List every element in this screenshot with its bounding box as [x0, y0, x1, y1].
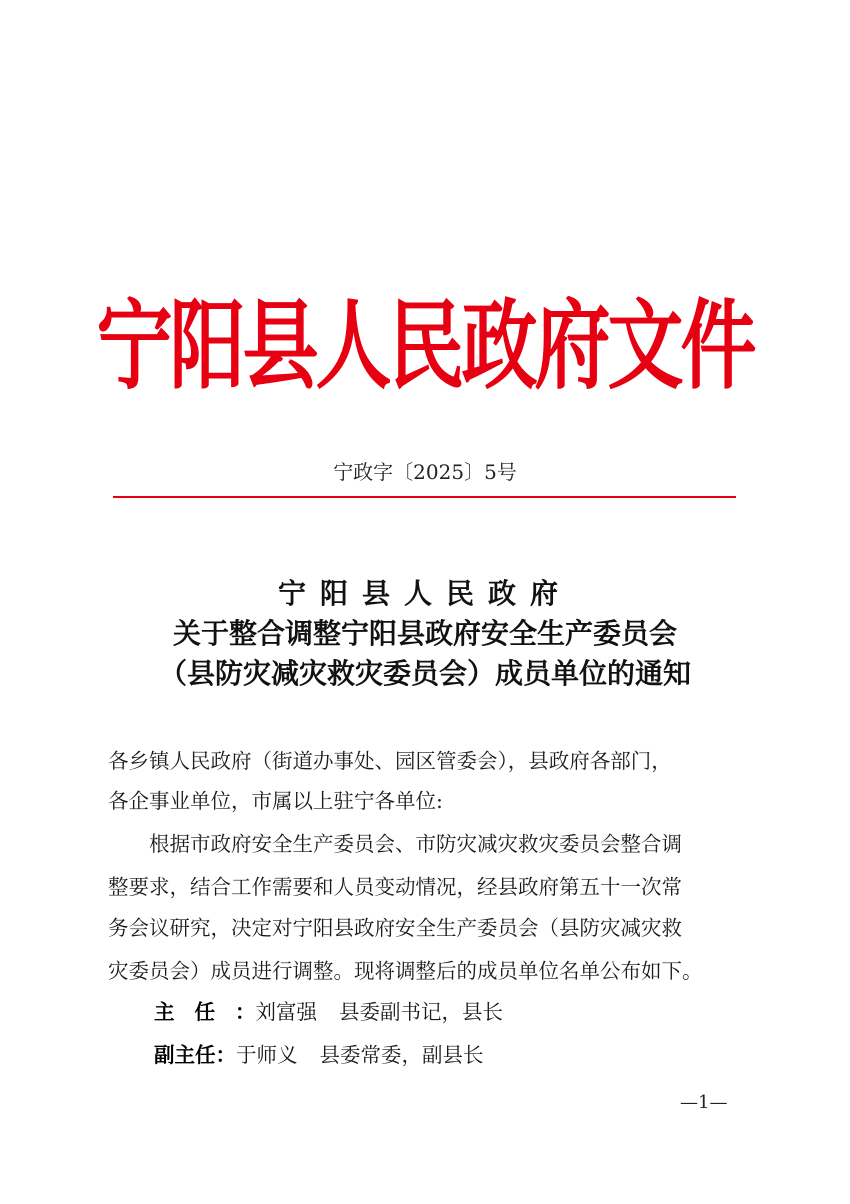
- member-role-label: 副主任: [154, 1043, 216, 1067]
- paragraph-line-4: 灾委员会）成员进行调整。现将调整后的成员单位名单公布如下。: [108, 959, 703, 983]
- member-row-deputy-director: [154, 1040, 484, 1070]
- paragraph-line-3: 务会议研究，决定对宁阳县政府安全生产委员会（县防灾减灾救: [108, 916, 682, 940]
- notice-issuer: 宁阳县人民政府: [277, 577, 572, 610]
- document-number: 宁政字〔2025〕5号: [333, 460, 517, 484]
- notice-title-block: [0, 574, 850, 694]
- member-position: 县委常委，副县长: [319, 1043, 484, 1067]
- page-number: —1—: [680, 1092, 728, 1113]
- member-name: 于师义: [236, 1043, 298, 1067]
- member-position: 县委副书记，县长: [339, 1000, 503, 1024]
- notice-title-line-1: 关于整合调整宁阳县政府安全生产委员会: [172, 617, 677, 650]
- member-role-colon: ：: [235, 1000, 256, 1024]
- member-role-label: 主任: [154, 1000, 235, 1024]
- salutation-line-1: 各乡镇人民政府（街道办事处、园区管委会），县政府各部门，: [108, 749, 672, 773]
- header-red-rule: [113, 496, 736, 498]
- paragraph-line-2: 整要求，结合工作需要和人员变动情况，经县政府第五十一次常: [108, 875, 682, 899]
- document-header-title: 宁阳县人民政府文件: [96, 288, 754, 403]
- salutation-line-2: 各企事业单位，市属以上驻宁各单位:: [108, 789, 443, 813]
- member-role-colon: ：: [215, 1043, 236, 1067]
- paragraph-line-1: 根据市政府安全生产委员会、市防灾减灾救灾委员会整合调: [108, 832, 682, 856]
- member-name: 刘富强: [255, 1000, 317, 1024]
- notice-title-line-2: （县防灾减灾救灾委员会）成员单位的通知: [158, 657, 691, 690]
- member-row-director: [154, 997, 503, 1027]
